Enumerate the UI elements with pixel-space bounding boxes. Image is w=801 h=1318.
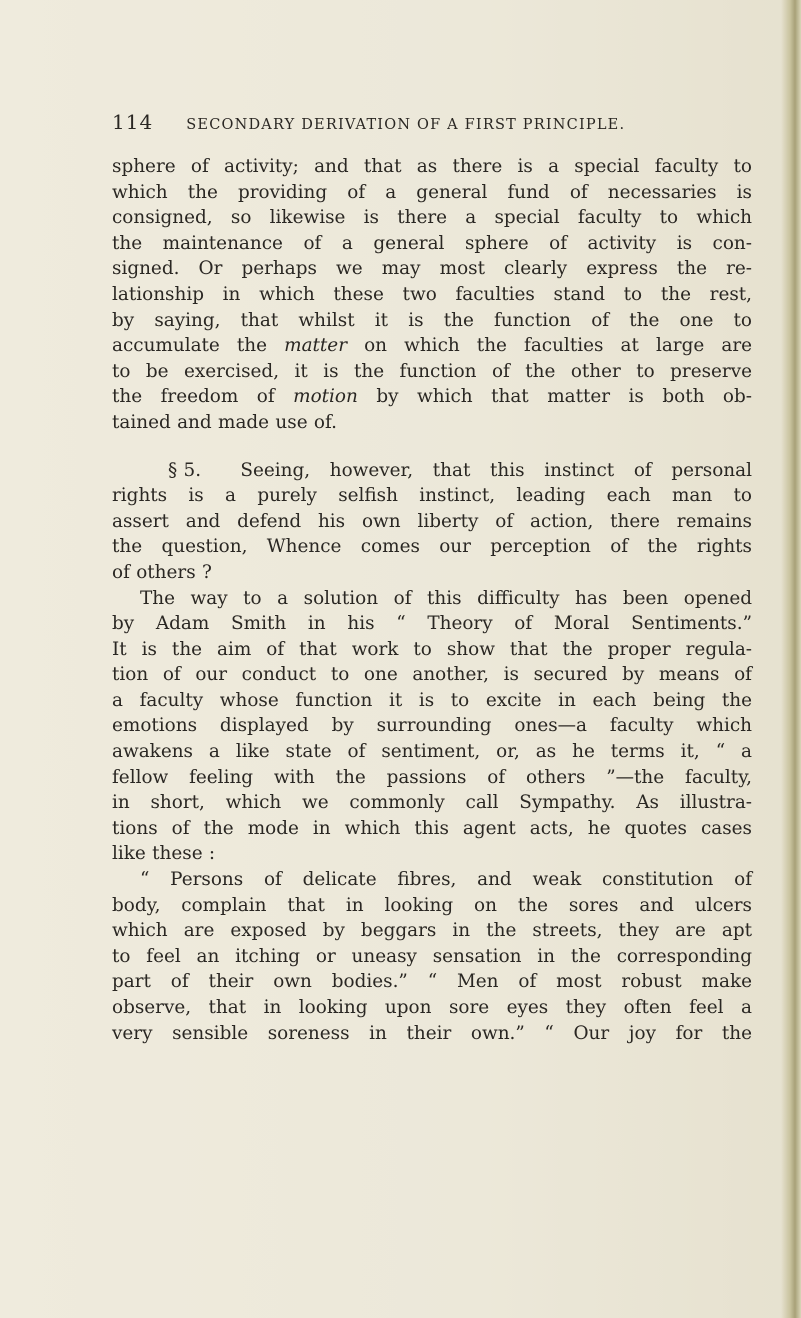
- text-run: the freedom of: [112, 386, 294, 408]
- text-line: “ Persons of delicate fibres, and weak constitution of: [140, 869, 752, 891]
- text-line: observe, that in looking upon sore eyes they often feel a: [112, 997, 752, 1018]
- page-binding-edge: [781, 0, 801, 1318]
- text-line: sphere of activity; and that as there is a special faculty to: [112, 156, 752, 177]
- page-number: 114: [112, 110, 154, 134]
- text-line: a faculty whose function it is to excite in each being the: [112, 689, 752, 711]
- text-line: in short, which we commonly call Sympathy. As illustra-: [112, 792, 752, 814]
- text-line: fellow feeling with the passions of others ”—the faculty,: [112, 766, 752, 788]
- text-line: [112, 384, 752, 410]
- text-line: to be exercised, it is the function of the other to preserve: [112, 360, 752, 382]
- text-run: accumulate the: [112, 335, 285, 357]
- text-line: It is the aim of that work to show that the proper regula-: [112, 638, 752, 660]
- emphasis-matter: matter: [284, 335, 347, 357]
- text-line: which the providing of a general fund of necessaries is: [112, 181, 752, 203]
- text-line: [112, 458, 752, 484]
- section-number: § 5.: [168, 459, 202, 481]
- emphasis-motion: motion: [293, 386, 358, 408]
- text-line: tions of the mode in which this agent acts, he quotes cases: [112, 817, 752, 839]
- text-line: by saying, that whilst it is the function of the one to: [112, 309, 752, 331]
- text-line: very sensible soreness in their own.” “ Our joy for the: [112, 1022, 752, 1044]
- text-line: consigned, so likewise is there a special faculty to which: [112, 207, 752, 229]
- text-run: on which the faculties at large are: [346, 335, 752, 357]
- text-line: tained and made use of.: [112, 411, 337, 433]
- text-run: Seeing, however, that this instinct of personal: [240, 459, 752, 481]
- text-line: awakens a like state of sentiment, or, as he terms it, “ a: [112, 741, 752, 763]
- text-line: the maintenance of a general sphere of activity is con-: [112, 232, 752, 254]
- text-line: of others ?: [112, 561, 212, 583]
- text-line: assert and defend his own liberty of action, there remains: [112, 510, 752, 532]
- running-head: [112, 110, 752, 140]
- text-line: signed. Or perhaps we may most clearly express the re-: [112, 258, 752, 280]
- text-line: The way to a solution of this difficulty has been opened: [140, 587, 752, 609]
- text-line: lationship in which these two faculties stand to the rest,: [112, 283, 752, 305]
- text-line: rights is a purely selfish instinct, leading each man to: [112, 485, 752, 507]
- text-line: tion of our conduct to one another, is secured by means of: [112, 664, 752, 686]
- running-head-title: SECONDARY DERIVATION OF A FIRST PRINCIPLE.: [186, 117, 626, 133]
- text-line: part of their own bodies.” “ Men of most robust make: [112, 971, 752, 993]
- text-line: [112, 333, 752, 359]
- text-line: like these :: [112, 843, 216, 865]
- text-line: by Adam Smith in his “ Theory of Moral Sentiments.”: [112, 613, 752, 635]
- body-text: [112, 154, 752, 1046]
- text-line: which are exposed by beggars in the streets, they are apt: [112, 920, 752, 942]
- text-run: by which that matter is both ob-: [357, 386, 752, 408]
- text-line: the question, Whence comes our perception of the rights: [112, 536, 752, 558]
- text-line: to feel an itching or uneasy sensation in the corresponding: [112, 945, 752, 967]
- text-line: body, complain that in looking on the sores and ulcers: [112, 894, 752, 916]
- text-line: emotions displayed by surrounding ones—a faculty which: [112, 715, 752, 737]
